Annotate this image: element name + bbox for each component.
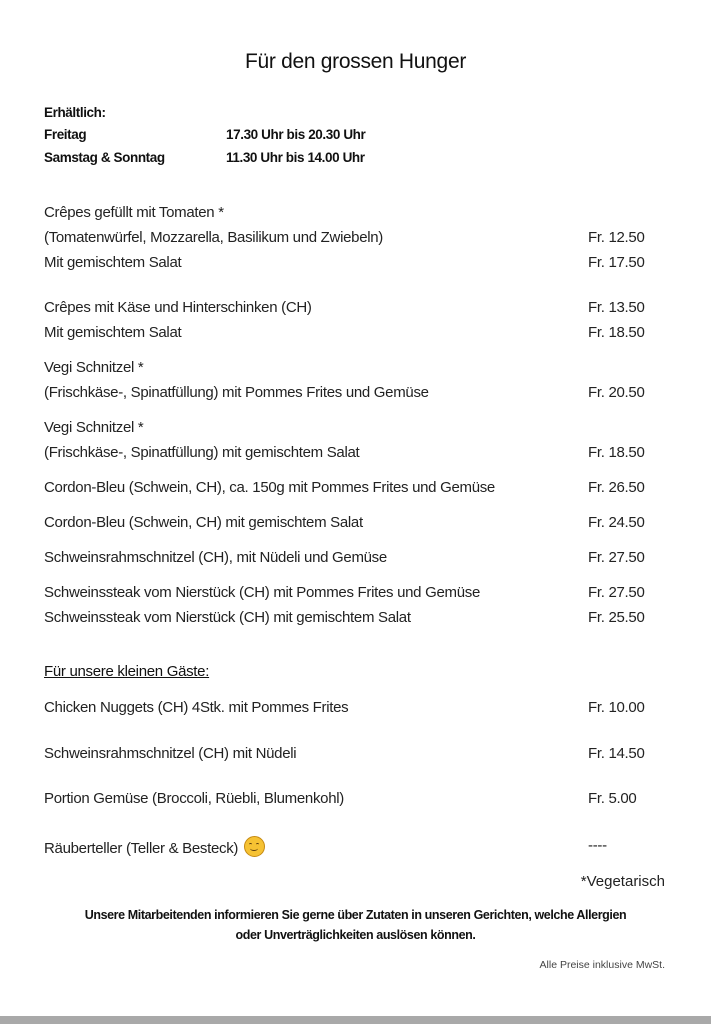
kids-price: ---- <box>588 837 607 854</box>
menu-item: Schweinssteak vom Nierstück (CH) mit Pommes Frites und Gemüse <box>44 584 480 601</box>
menu-item: Crêpes gefüllt mit Tomaten * <box>44 204 224 221</box>
menu-price: Fr. 18.50 <box>588 324 645 341</box>
menu-item: (Frischkäse-, Spinatfüllung) mit gemischtem Salat <box>44 444 360 461</box>
vat-note: Alle Preise inklusive MwSt. <box>539 959 665 971</box>
menu-price: Fr. 25.50 <box>588 609 645 626</box>
menu-item: Vegi Schnitzel * <box>44 419 144 436</box>
menu-price: Fr. 24.50 <box>588 514 645 531</box>
allergy-notice-line: oder Unverträglichkeiten auslösen können. <box>235 928 476 942</box>
availability-day: Freitag <box>44 127 87 142</box>
allergy-notice-line: Unsere Mitarbeitenden informieren Sie gerne über Zutaten in unseren Gerichten, welche Allergien <box>84 908 627 922</box>
kids-price: Fr. 10.00 <box>588 699 645 716</box>
availability-day: Samstag & Sonntag <box>44 150 165 165</box>
kids-item <box>44 836 265 859</box>
kids-item: Portion Gemüse (Broccoli, Rüebli, Blumenkohl) <box>44 790 344 807</box>
menu-price: Fr. 20.50 <box>588 384 645 401</box>
page-title: Für den grossen Hunger <box>244 50 467 73</box>
menu-item: Schweinsrahmschnitzel (CH), mit Nüdeli und Gemüse <box>44 549 387 566</box>
menu-item: Mit gemischtem Salat <box>44 254 182 271</box>
bottom-bar <box>0 1016 711 1024</box>
menu-price: Fr. 26.50 <box>588 479 645 496</box>
menu-item: Cordon-Bleu (Schwein, CH) mit gemischtem Salat <box>44 514 363 531</box>
availability-label: Erhältlich: <box>44 105 106 120</box>
kids-item: Chicken Nuggets (CH) 4Stk. mit Pommes Frites <box>44 699 349 716</box>
menu-price: Fr. 13.50 <box>588 299 645 316</box>
menu-item: Cordon-Bleu (Schwein, CH), ca. 150g mit Pommes Frites und Gemüse <box>44 479 495 496</box>
menu-price: Fr. 27.50 <box>588 549 645 566</box>
menu-item: Mit gemischtem Salat <box>44 324 182 341</box>
menu-price: Fr. 12.50 <box>588 229 645 246</box>
menu-item: (Tomatenwürfel, Mozzarella, Basilikum und Zwiebeln) <box>44 229 384 246</box>
smiling-face-icon <box>244 836 265 857</box>
menu-price: Fr. 27.50 <box>588 584 645 601</box>
kids-item: Schweinsrahmschnitzel (CH) mit Nüdeli <box>44 745 297 762</box>
kids-price: Fr. 14.50 <box>588 745 645 762</box>
kids-price: Fr. 5.00 <box>588 790 637 807</box>
menu-item: Schweinssteak vom Nierstück (CH) mit gemischtem Salat <box>44 609 411 626</box>
kids-heading: Für unsere kleinen Gäste: <box>44 663 210 680</box>
kids-item-text: Räuberteller (Teller & Besteck) <box>44 840 239 857</box>
availability-time: 11.30 Uhr bis 14.00 Uhr <box>226 150 365 165</box>
menu-price: Fr. 17.50 <box>588 254 645 271</box>
menu-price: Fr. 18.50 <box>588 444 645 461</box>
menu-item: (Frischkäse-, Spinatfüllung) mit Pommes Frites und Gemüse <box>44 384 429 401</box>
vegetarian-footnote: *Vegetarisch <box>580 873 665 890</box>
menu-item: Vegi Schnitzel * <box>44 359 144 376</box>
menu-item: Crêpes mit Käse und Hinterschinken (CH) <box>44 299 312 316</box>
availability-time: 17.30 Uhr bis 20.30 Uhr <box>226 127 366 142</box>
